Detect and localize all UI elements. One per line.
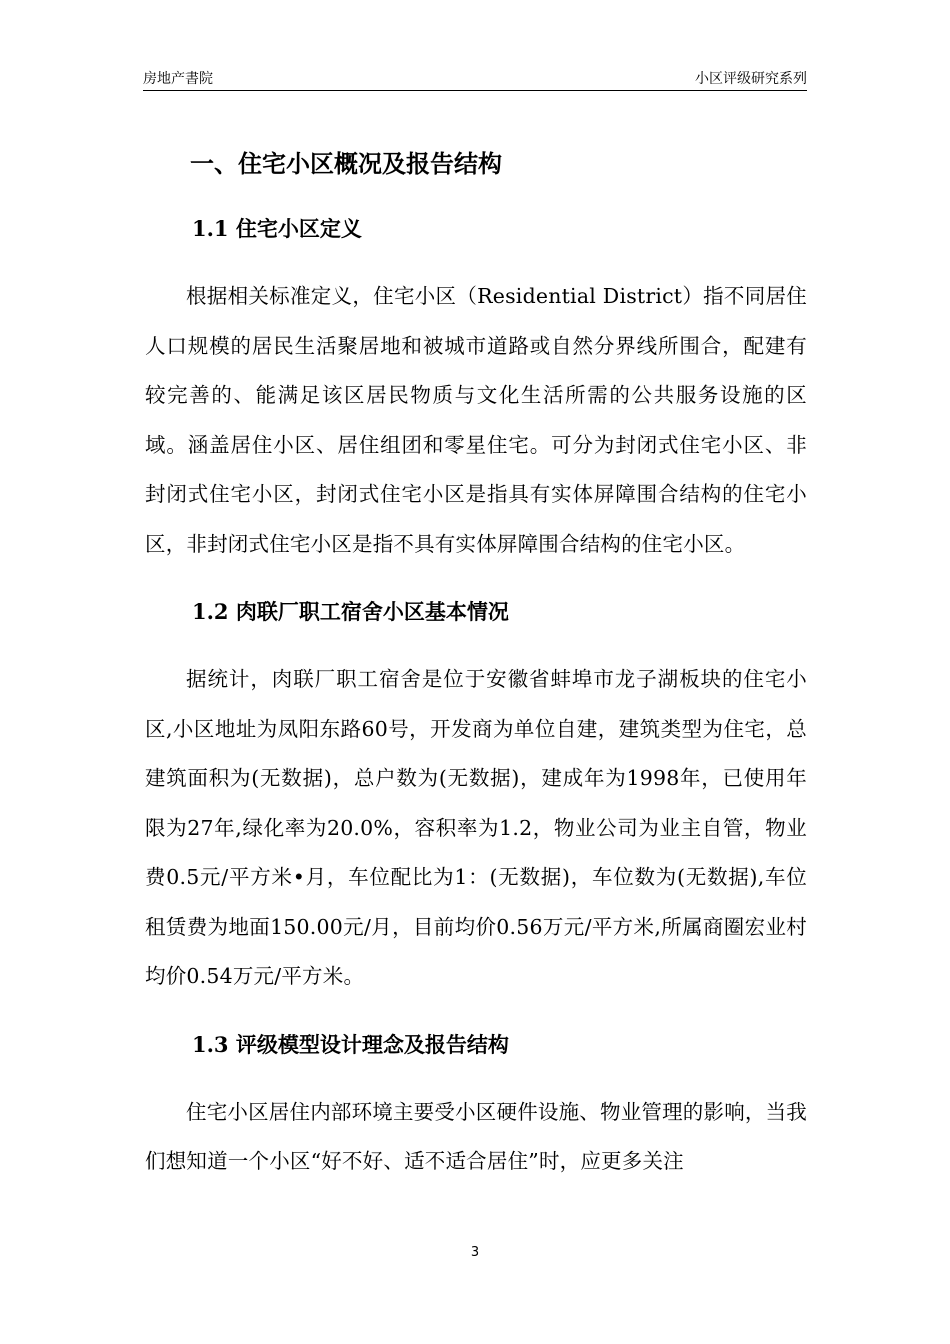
page-content <box>145 140 807 1187</box>
section-body-1-2: 据统计，肉联厂职工宿舍是位于安徽省蚌埠市龙子湖板块的住宅小区,小区地址为凤阳东路60号，开发商为单位自建，建筑类型为住宅，总建筑面积为(无数据)，总户数为(无数据)，建成年为1998年，已使用年限为27年,绿化率为20.0%，容积率为1.2，物业公司为业主自管，物业费0.5元/平方米•月，车位配比为1：(无数据)，车位数为(无数据),车位租赁费为地面150.00元/月，目前均价0.56万元/平方米,所属商圈宏业村均价0.54万元/平方米。 <box>145 667 807 988</box>
page-header <box>143 66 807 91</box>
section-title-1-1: 1.1 住宅小区定义 <box>192 216 362 241</box>
page-number: 3 <box>470 1245 480 1260</box>
section-title-1-2: 1.2 肉联厂职工宿舍小区基本情况 <box>192 599 509 624</box>
header-series: 小区评级研究系列 <box>695 71 807 87</box>
section-title-1-3: 1.3 评级模型设计理念及报告结构 <box>192 1031 509 1057</box>
section-body-1-3: 住宅小区居住内部环境主要受小区硬件设施、物业管理的影响，当我们想知道一个小区“好不好、适不适合居住”时，应更多关注 <box>145 1099 807 1173</box>
chapter-title: 一、住宅小区概况及报告结构 <box>190 149 502 178</box>
section-body-1-1: 根据相关标准定义，住宅小区（Residential District）指不同居住人口规模的居民生活聚居地和被城市道路或自然分界线所围合，配建有较完善的、能满足该区居民物质与文化生活所需的公共服务设施的区域。涵盖居住小区、居住组团和零星住宅。可分为封闭式住宅小区、非封闭式住宅小区，封闭式住宅小区是指具有实体屏障围合结构的住宅小区，非封闭式住宅小区是指不具有实体屏障围合结构的住宅小区。 <box>145 284 807 556</box>
header-publisher: 房地产書院 <box>143 71 213 87</box>
